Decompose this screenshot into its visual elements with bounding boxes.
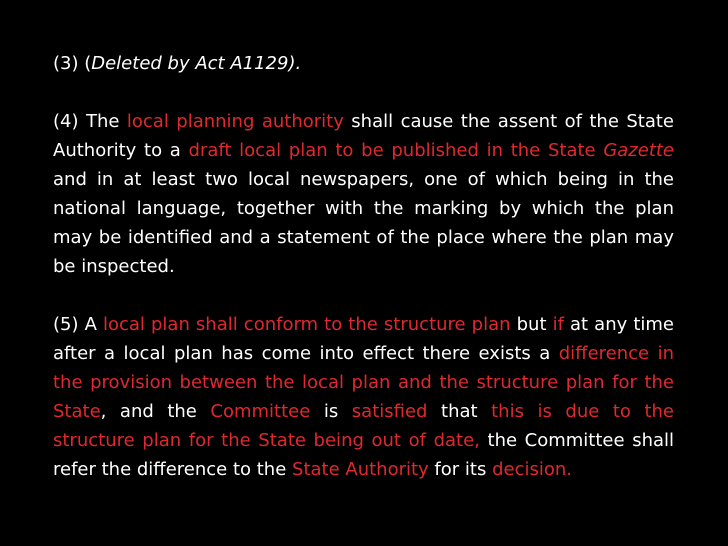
text-segment: that: [427, 401, 492, 422]
text-segment: shall cause the assent of the State Authority to a: [53, 111, 674, 161]
text-segment: is: [310, 401, 352, 422]
highlighted-phrase: satisfied: [351, 401, 428, 422]
text-segment: but: [510, 314, 553, 335]
paragraph-3: [53, 49, 674, 78]
highlighted-phrase: local planning authority: [126, 111, 344, 132]
text-segment: at any time after a local plan has come into effect there exists a: [53, 314, 674, 364]
highlighted-phrase: Committee: [210, 401, 311, 422]
text-segment: , and the: [100, 401, 211, 422]
legal-text-body: [53, 49, 674, 484]
text-segment-italic: Deleted by Act A1129).: [91, 53, 302, 74]
highlighted-phrase: this is due to the structure plan for the State being out of date,: [53, 401, 674, 451]
highlighted-phrase-italic: Gazette: [603, 140, 675, 161]
highlighted-phrase: State Authority: [292, 459, 429, 480]
highlighted-phrase: decision.: [492, 459, 572, 480]
text-segment: for its: [428, 459, 493, 480]
text-segment: (4) The: [53, 111, 127, 132]
text-segment: (5) A: [53, 314, 103, 335]
text-segment: (3) (: [53, 53, 92, 74]
paragraph-5: [53, 310, 674, 484]
paragraph-4: [53, 107, 674, 281]
text-segment: the Committee shall refer the difference to the: [53, 430, 675, 480]
highlighted-phrase: if: [552, 314, 564, 335]
highlighted-phrase: difference in the provision between the local plan and the structure plan for the State: [53, 343, 674, 422]
highlighted-phrase: draft local plan to be published in the State: [188, 140, 604, 161]
text-segment: and in at least two local newspapers, one of which being in the national language, together with the marking by which the plan may be identified and a statement of the place where the plan may be inspected.: [53, 169, 674, 277]
highlighted-phrase: local plan shall conform to the structure plan: [102, 314, 511, 335]
